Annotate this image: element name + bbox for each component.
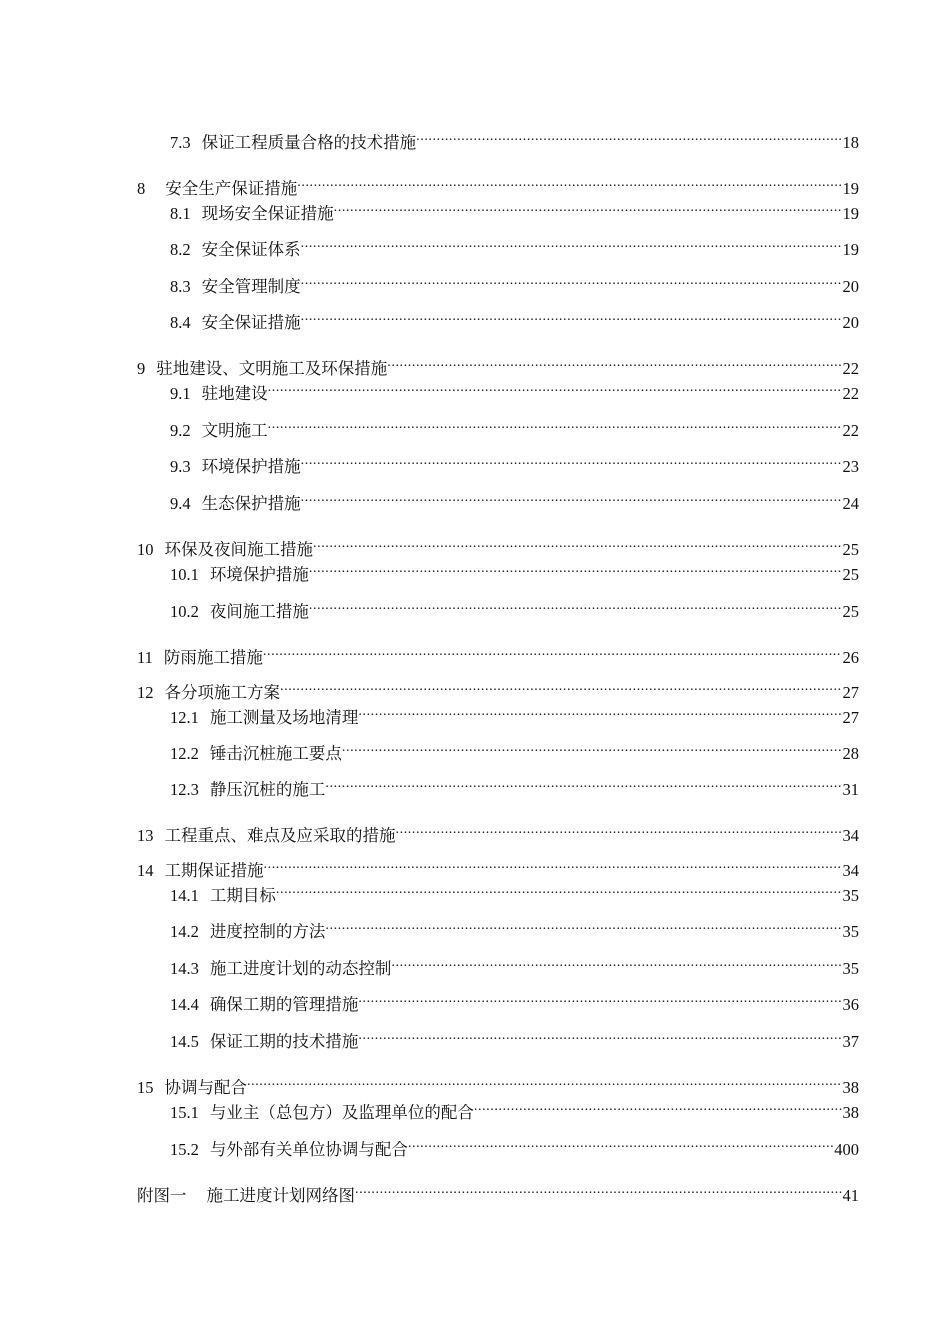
- toc-entry-10[interactable]: [137, 531, 859, 559]
- toc-entry-8[interactable]: [137, 170, 859, 198]
- toc-entry-number: 10.1: [170, 565, 199, 584]
- toc-dot-leader: [309, 593, 842, 617]
- toc-entry-number: 13: [137, 826, 154, 845]
- toc-dot-leader: [301, 304, 842, 328]
- toc-entry-15-2[interactable]: [170, 1131, 859, 1159]
- toc-dot-leader: [342, 735, 842, 759]
- toc-entry-title: 夜间施工措施: [209, 602, 309, 621]
- toc-entry-page: 22: [842, 357, 860, 381]
- toc-entry-number: 14.5: [170, 1032, 199, 1051]
- toc-entry-title: 安全生产保证措施: [165, 179, 298, 198]
- toc-entry-title: 施工测量及场地清理: [209, 708, 359, 727]
- toc-entry-page: 24: [842, 492, 860, 516]
- toc-dot-leader: [297, 170, 841, 194]
- toc-entry-9-3[interactable]: [170, 448, 859, 476]
- toc-entry-number: 8.2: [170, 240, 191, 259]
- toc-entry-9[interactable]: [137, 350, 859, 378]
- toc-entry-14-5[interactable]: [170, 1023, 859, 1051]
- toc-entry-10-1[interactable]: [170, 556, 859, 584]
- toc-entry-page: 35: [842, 884, 860, 908]
- toc-dot-leader: [474, 1094, 842, 1118]
- toc-entry-page: 400: [833, 1138, 859, 1162]
- toc-entry-number: 8.4: [170, 313, 191, 332]
- toc-entry-14-2[interactable]: [170, 913, 859, 941]
- toc-entry-title: 环境保护措施: [209, 565, 309, 584]
- toc-entry-number: 10.2: [170, 602, 199, 621]
- toc-entry-12-2[interactable]: [170, 735, 859, 763]
- toc-entry-14[interactable]: [137, 852, 859, 880]
- toc-entry-title: 文明施工: [201, 421, 268, 440]
- toc-entry-title: 现场安全保证措施: [201, 204, 334, 223]
- toc-entry-number: 7.3: [170, 133, 191, 152]
- toc-entry-page: 26: [842, 646, 860, 670]
- toc-entry-10-2[interactable]: [170, 593, 859, 621]
- toc-entry-14-3[interactable]: [170, 950, 859, 978]
- toc-entry-number: 附图一: [137, 1186, 187, 1205]
- toc-entry-13[interactable]: [137, 817, 859, 845]
- toc-dot-leader: [301, 268, 842, 292]
- toc-entry-title: 环保及夜间施工措施: [164, 540, 313, 559]
- toc-entry-12-3[interactable]: [170, 771, 859, 799]
- toc-dot-leader: [280, 674, 842, 698]
- toc-entry-8-2[interactable]: [170, 231, 859, 259]
- toc-dot-leader: [268, 412, 842, 436]
- toc-dot-leader: [325, 771, 841, 795]
- toc-entry-page: 35: [842, 920, 860, 944]
- toc-entry-number: 8: [137, 179, 146, 198]
- toc-entry-number: 10: [137, 540, 154, 559]
- toc-entry-number: 9.1: [170, 384, 191, 403]
- toc-entry-title: 保证工程质量合格的技术措施: [201, 133, 417, 152]
- toc-entry-title: 生态保护措施: [201, 494, 301, 513]
- toc-entry-number: 9.3: [170, 457, 191, 476]
- toc-entry-number: 12.2: [170, 744, 199, 763]
- toc-entry-title: 安全保证体系: [201, 240, 301, 259]
- toc-entry-number: 9: [137, 359, 146, 378]
- toc-entry-page: 34: [842, 859, 860, 883]
- toc-entry-9-2[interactable]: [170, 412, 859, 440]
- toc-entry-page: 41: [842, 1184, 860, 1208]
- toc-entry-page: 37: [842, 1030, 860, 1054]
- toc-dot-leader: [264, 852, 842, 876]
- toc-entry-number: 8.1: [170, 204, 191, 223]
- toc-entry-15[interactable]: [137, 1069, 859, 1097]
- toc-dot-leader: [391, 950, 841, 974]
- toc-entry-page: 25: [842, 600, 860, 624]
- toc-entry-page: 20: [842, 275, 860, 299]
- toc-entry-title: 安全保证措施: [201, 313, 301, 332]
- toc-entry-number: 14.2: [170, 922, 199, 941]
- toc-dot-leader: [247, 1069, 842, 1093]
- toc-entry-number: 15.1: [170, 1103, 199, 1122]
- toc-entry-number: 11: [137, 648, 153, 667]
- toc-dot-leader: [358, 1023, 841, 1047]
- toc-entry-9-1[interactable]: [170, 375, 859, 403]
- toc-dot-leader: [358, 986, 841, 1010]
- toc-entry-8-3[interactable]: [170, 268, 859, 296]
- toc-dot-leader: [301, 485, 842, 509]
- toc-entry-title: 与外部有关单位协调与配合: [209, 1140, 408, 1159]
- toc-entry-title: 各分项施工方案: [164, 683, 280, 702]
- toc-entry-page: 19: [842, 202, 860, 226]
- toc-dot-leader: [334, 195, 842, 219]
- toc-dot-leader: [358, 699, 841, 723]
- toc-entry-title: 确保工期的管理措施: [209, 995, 359, 1014]
- toc-entry-page: 31: [842, 778, 860, 802]
- toc-entry-title: 进度控制的方法: [209, 922, 326, 941]
- toc-entry-title: 与业主（总包方）及监理单位的配合: [209, 1103, 474, 1122]
- toc-entry-page: 19: [842, 238, 860, 262]
- toc-entry-number: 14.1: [170, 886, 199, 905]
- toc-entry-page: 25: [842, 538, 860, 562]
- toc-entry-number: 14.4: [170, 995, 199, 1014]
- toc-entry-title: 防雨施工措施: [163, 648, 263, 667]
- toc-entry-number: 12: [137, 683, 154, 702]
- toc-entry-page: 27: [842, 681, 860, 705]
- toc-dot-leader: [268, 375, 842, 399]
- toc-entry-11[interactable]: [137, 639, 859, 667]
- toc-entry-page: 18: [842, 131, 860, 155]
- toc-entry-number: 15: [137, 1078, 154, 1097]
- toc-entry-title: 驻地建设: [201, 384, 268, 403]
- toc-entry-number: 9.4: [170, 494, 191, 513]
- toc-entry-title: 静压沉桩的施工: [209, 780, 326, 799]
- toc-dot-leader: [416, 124, 841, 148]
- toc-entry-8-1[interactable]: [170, 195, 859, 223]
- toc-entry-page: 36: [842, 993, 860, 1017]
- toc-entry-page: 38: [842, 1076, 860, 1100]
- toc-entry-number: 14: [137, 861, 154, 880]
- toc-entry-page: 25: [842, 563, 860, 587]
- toc-entry-title: 工期目标: [209, 886, 276, 905]
- toc-dot-leader: [309, 556, 842, 580]
- toc-entry-page: 19: [842, 177, 860, 201]
- toc-entry-9-4[interactable]: [170, 485, 859, 513]
- toc-entry-number: 12.3: [170, 780, 199, 799]
- toc-entry-number: 9.2: [170, 421, 191, 440]
- toc-entry-page: 20: [842, 311, 860, 335]
- toc-entry-page: 23: [842, 455, 860, 479]
- toc-entry-page: 22: [842, 382, 860, 406]
- toc-entry-14-1[interactable]: [170, 877, 859, 905]
- toc-dot-leader: [355, 1177, 842, 1201]
- toc-entry-7-3[interactable]: [170, 124, 859, 152]
- toc-dot-leader: [301, 231, 842, 255]
- toc-entry-8-4[interactable]: [170, 304, 859, 332]
- toc-entry-page: 35: [842, 957, 860, 981]
- toc-entry-14-4[interactable]: [170, 986, 859, 1014]
- toc-entry-12-1[interactable]: [170, 699, 859, 727]
- toc-entry-page: 28: [842, 742, 860, 766]
- toc-entry-title: 施工进度计划网络图: [206, 1186, 355, 1205]
- toc-entry-number: 12.1: [170, 708, 199, 727]
- toc-entry-title: 锤击沉桩施工要点: [209, 744, 342, 763]
- toc-dot-leader: [396, 817, 842, 841]
- toc-entry-page: 22: [842, 419, 860, 443]
- toc-entry-title: 驻地建设、文明施工及环保措施: [156, 359, 388, 378]
- toc-dot-leader: [276, 877, 842, 901]
- toc-entry-title: 安全管理制度: [201, 277, 301, 296]
- toc-dot-leader: [325, 913, 841, 937]
- toc-entry-page: 27: [842, 706, 860, 730]
- toc-dot-leader: [387, 350, 841, 374]
- toc-entry-number: 8.3: [170, 277, 191, 296]
- toc-entry-title: 协调与配合: [164, 1078, 247, 1097]
- toc-dot-leader: [301, 448, 842, 472]
- toc-entry-12[interactable]: [137, 674, 859, 702]
- toc-dot-leader: [313, 531, 842, 555]
- toc-entry-number: 14.3: [170, 959, 199, 978]
- toc-entry-page: 34: [842, 824, 860, 848]
- toc-entry-title: 工程重点、难点及应采取的措施: [164, 826, 396, 845]
- toc-dot-leader: [408, 1131, 833, 1155]
- toc-entry-appendix-1[interactable]: [137, 1177, 859, 1205]
- toc-entry-title: 工期保证措施: [164, 861, 264, 880]
- toc-entry-title: 保证工期的技术措施: [209, 1032, 359, 1051]
- toc-entry-title: 施工进度计划的动态控制: [209, 959, 392, 978]
- toc-entry-15-1[interactable]: [170, 1094, 859, 1122]
- toc-dot-leader: [263, 639, 842, 663]
- toc-entry-title: 环境保护措施: [201, 457, 301, 476]
- toc-entry-page: 38: [842, 1101, 860, 1125]
- toc-entry-number: 15.2: [170, 1140, 199, 1159]
